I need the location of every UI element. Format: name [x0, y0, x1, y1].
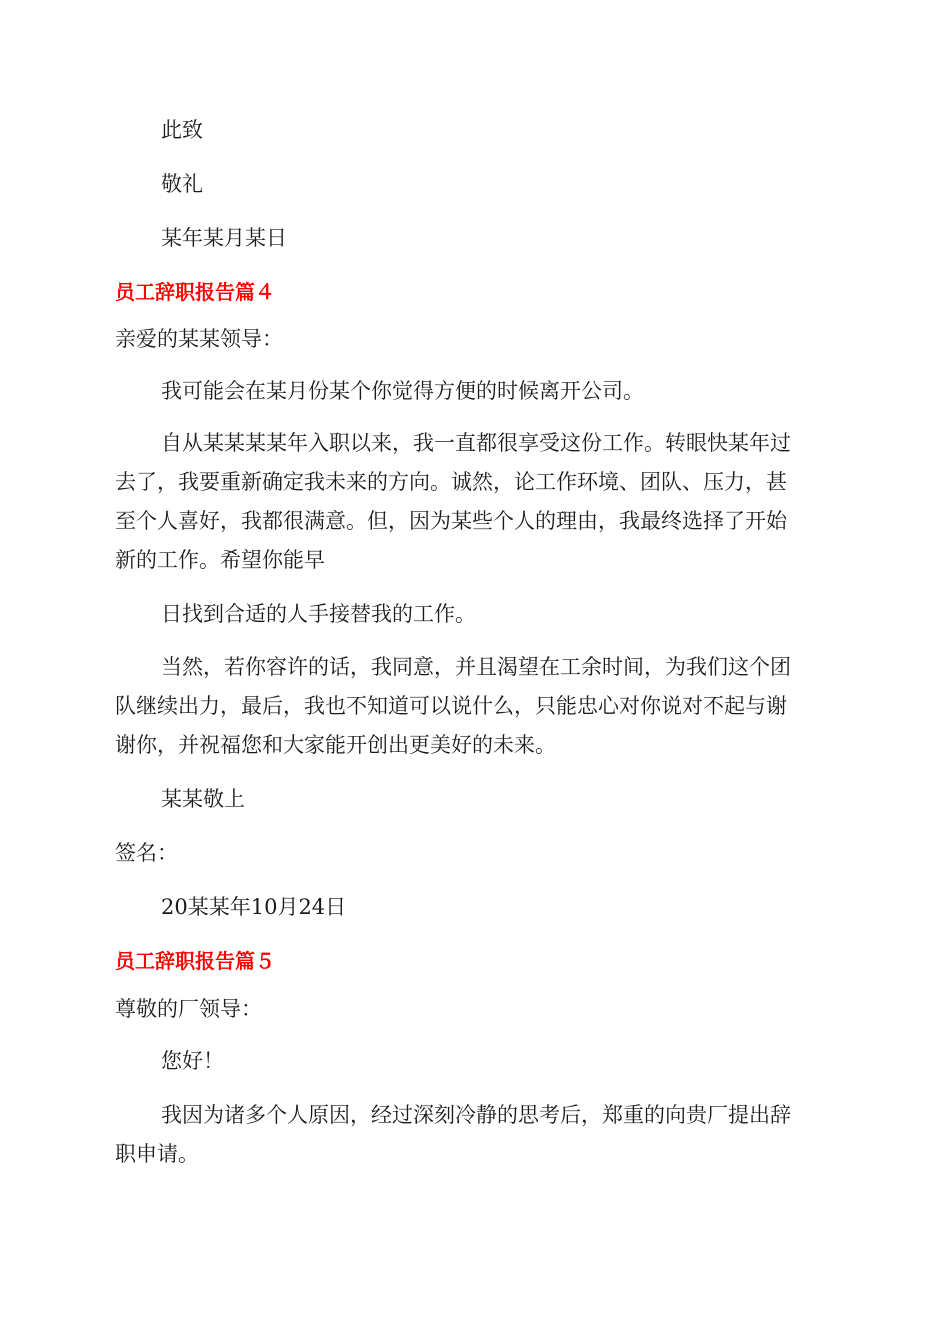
section-4-heading: 员工辞职报告篇４	[115, 280, 275, 304]
section-4-date: 20某某年10月24日	[161, 895, 347, 919]
section-4-sign-off: 某某敬上	[161, 787, 245, 811]
section-4-paragraph-2-line-4: 新的工作。希望你能早	[115, 548, 325, 572]
section-5-paragraph-1-line-1: 我因为诸多个人原因，经过深刻冷静的思考后，郑重的向贵厂提出辞	[161, 1103, 791, 1127]
section-5-paragraph-1-line-2: 职申请。	[115, 1142, 199, 1166]
section-4-signature-label: 签名：	[115, 841, 178, 865]
closing-line-2: 敬礼	[161, 172, 203, 196]
section-4-paragraph-3: 日找到合适的人手接替我的工作。	[161, 602, 476, 626]
closing-date: 某年某月某日	[161, 226, 287, 250]
section-5-greeting: 您好！	[161, 1049, 224, 1073]
section-4-paragraph-2-line-1: 自从某某某某年入职以来，我一直都很享受这份工作。转眼快某年过	[161, 431, 791, 455]
section-4-paragraph-4-line-1: 当然，若你容许的话，我同意，并且渴望在工余时间，为我们这个团	[161, 655, 791, 679]
section-5-heading: 员工辞职报告篇５	[115, 949, 275, 973]
section-4-paragraph-2-line-3: 至个人喜好，我都很满意。但，因为某些个人的理由，我最终选择了开始	[115, 509, 787, 533]
closing-line-1: 此致	[161, 118, 203, 142]
section-4-paragraph-4-line-3: 谢你，并祝福您和大家能开创出更美好的未来。	[115, 733, 556, 757]
section-4-paragraph-2-line-2: 去了，我要重新确定我未来的方向。诚然，论工作环境、团队、压力，甚	[115, 470, 787, 494]
section-5-salutation: 尊敬的厂领导：	[115, 997, 262, 1021]
section-4-salutation: 亲爱的某某领导：	[115, 327, 283, 351]
section-4-paragraph-1: 我可能会在某月份某个你觉得方便的时候离开公司。	[161, 379, 644, 403]
section-4-paragraph-4-line-2: 队继续出力，最后，我也不知道可以说什么，只能忠心对你说对不起与谢	[115, 694, 787, 718]
